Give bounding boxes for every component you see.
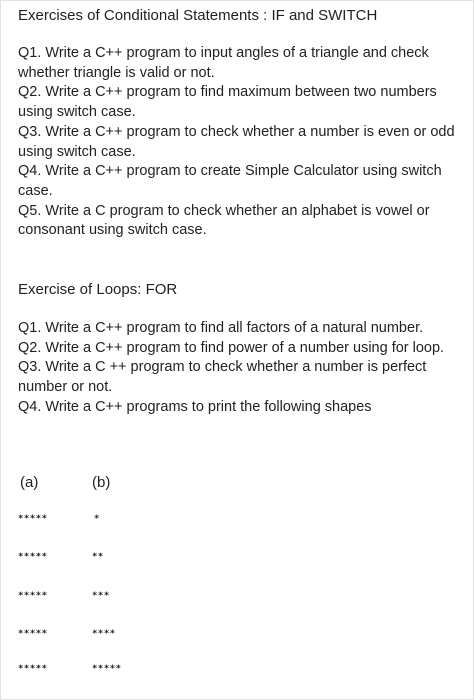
section-title: Exercises of Conditional Statements : IF and SWITCH — [18, 7, 378, 24]
star-row: **** — [92, 629, 116, 639]
conditional-statements-section — [18, 6, 466, 241]
question-item: Q3. Write a C++ program to check whether a number is even or odd using switch case. — [18, 123, 455, 160]
question-item: Q3. Write a C ++ program to check whether a number is perfect number or not. — [18, 359, 427, 396]
star-row: *** — [92, 591, 110, 601]
question-item: Q1. Write a C++ program to input angles of a triangle and check whether triangle is valid or not. — [18, 45, 429, 81]
star-row: ** — [92, 552, 104, 562]
question-item: Q1. Write a C++ program to find all factors of a natural number. — [18, 320, 424, 336]
question-item: Q5. Write a C program to check whether an alphabet is vowel or consonant using switch case. — [18, 202, 430, 239]
question-list — [18, 319, 466, 418]
question-item: Q4. Write a C++ programs to print the following shapes — [18, 398, 372, 415]
star-row: ***** — [92, 664, 122, 674]
loops-section — [18, 280, 466, 418]
shapes-figure — [18, 473, 318, 693]
question-item: Q2. Write a C++ program to find maximum between two numbers using switch case. — [18, 84, 437, 121]
question-list — [18, 44, 466, 241]
star-row: ***** — [18, 514, 48, 524]
star-row: ***** — [18, 591, 48, 601]
star-row: ***** — [18, 664, 48, 674]
shape-b-label: (b) — [92, 474, 111, 491]
star-row: ***** — [18, 629, 48, 639]
question-item: Q2. Write a C++ program to find power of a number using for loop. — [18, 339, 445, 356]
star-row: ***** — [18, 552, 48, 562]
section-title: Exercise of Loops: FOR — [18, 281, 178, 298]
question-item: Q4. Write a C++ program to create Simple Calculator using switch case. — [18, 163, 442, 199]
shape-a-label: (a) — [20, 474, 39, 491]
star-row: * — [94, 514, 100, 524]
